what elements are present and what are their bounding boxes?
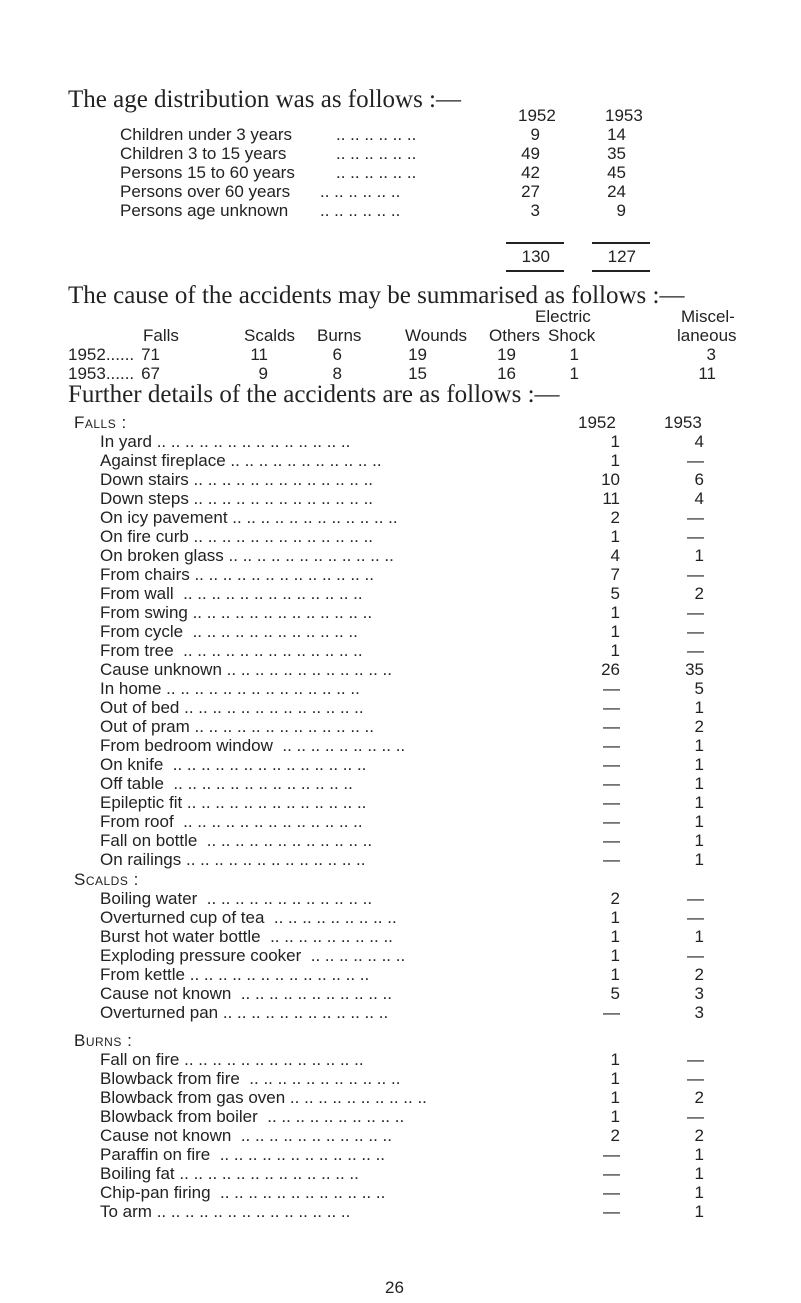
age-total-rule-1952 <box>506 270 564 272</box>
falls-row-leader: .. .. .. .. .. .. .. .. .. .. .. .. .. <box>163 774 353 793</box>
details-col-1953: 1953 <box>664 413 702 432</box>
falls-heading: Falls : <box>74 413 127 432</box>
cause-head-burns: Burns <box>317 326 362 345</box>
falls-row-label-text: Against fireplace <box>100 451 226 470</box>
falls-row-1952: 1 <box>610 622 620 641</box>
falls-row-leader: .. .. .. .. .. .. .. .. .. .. .. .. .. <box>173 641 363 660</box>
falls-row-1952: — <box>603 831 620 850</box>
age-total-1952: 130 <box>521 247 550 266</box>
burns-row-leader: .. .. .. .. .. .. .. .. .. .. .. .. .. <box>174 1164 359 1183</box>
age-row-1952: 49 <box>521 144 540 163</box>
scalds-row-1953: — <box>687 889 704 908</box>
age-row-1952: 9 <box>530 125 540 144</box>
falls-row-leader: .. .. .. .. .. .. .. .. .. .. .. .. <box>227 508 398 527</box>
age-col-1953: 1953 <box>605 106 643 125</box>
falls-row-leader: .. .. .. .. .. .. .. .. .. .. .. .. .. <box>189 565 374 584</box>
scalds-row <box>100 927 704 946</box>
burns-row-1952: — <box>603 1145 620 1164</box>
burns-row <box>100 1183 704 1202</box>
cause-burns: 8 <box>332 364 342 383</box>
falls-row <box>100 812 704 831</box>
falls-row-label <box>100 698 364 717</box>
falls-row-label-text: On knife <box>100 755 164 774</box>
scalds-row-1952: 1 <box>610 946 620 965</box>
scalds-row-leader: .. .. .. .. .. .. .. .. .. .. .. .. <box>197 889 373 908</box>
scalds-row-label <box>100 946 405 965</box>
falls-row <box>100 508 704 527</box>
falls-row-label-text: From chairs <box>100 565 190 584</box>
age-row-1953: 45 <box>607 163 626 182</box>
cause-wounds: 15 <box>408 364 427 383</box>
burns-row-label <box>100 1164 359 1183</box>
scalds-row-label <box>100 889 372 908</box>
falls-row-label-text: Cause unknown <box>100 660 222 679</box>
scalds-row <box>100 889 704 908</box>
falls-row-label <box>100 850 365 869</box>
falls-row-label-text: From swing <box>100 603 188 622</box>
burns-row-leader: .. .. .. .. .. .. .. .. .. .. .. .. <box>210 1145 386 1164</box>
falls-row-leader: .. .. .. .. .. .. .. .. .. .. .. .. <box>183 622 358 641</box>
scalds-row-label-text: Overturned pan <box>100 1003 219 1022</box>
falls-row-1953: — <box>687 527 704 546</box>
falls-row <box>100 698 704 717</box>
age-row-label: Children under 3 years <box>120 125 292 144</box>
falls-row-label-text: Epileptic fit <box>100 793 183 812</box>
age-row-leader: .. .. .. .. .. .. <box>336 163 417 182</box>
cause-year: 1953...... <box>68 364 135 383</box>
cause-head-electric-1: Electric <box>535 307 591 326</box>
scalds-row-label-text: Boiling water <box>100 889 198 908</box>
cause-head-scalds: Scalds <box>244 326 296 345</box>
falls-row-label-text: On icy pavement <box>100 508 228 527</box>
age-row-leader: .. .. .. .. .. .. <box>336 144 417 163</box>
falls-row-label <box>100 451 382 470</box>
burns-row-1953: 1 <box>694 1183 704 1202</box>
scalds-row-leader: .. .. .. .. .. .. .. .. .. <box>260 927 393 946</box>
falls-row-label-text: Fall on bottle <box>100 831 198 850</box>
falls-row-1952: — <box>603 793 620 812</box>
cause-misc: 11 <box>698 364 716 383</box>
falls-row <box>100 850 704 869</box>
cause-head-wounds: Wounds <box>405 326 468 345</box>
scalds-row-label <box>100 927 393 946</box>
falls-row-1952: — <box>603 736 620 755</box>
falls-row-1952: 1 <box>610 432 620 451</box>
burns-row-label-text: Blowback from boiler <box>100 1107 258 1126</box>
scalds-row <box>100 984 704 1003</box>
falls-row-label <box>100 470 373 489</box>
cause-others: 19 <box>497 345 516 364</box>
falls-row-label-text: Down steps <box>100 489 189 508</box>
scalds-row-leader: .. .. .. .. .. .. .. .. .. <box>264 908 397 927</box>
cause-falls: 71 <box>141 345 160 364</box>
scalds-row-1952: — <box>603 1003 620 1022</box>
falls-row-label-text: Off table <box>100 774 164 793</box>
burns-row-label-text: Boiling fat <box>100 1164 175 1183</box>
scalds-row-1952: 1 <box>610 908 620 927</box>
falls-row-1953: 1 <box>694 774 704 793</box>
cause-burns: 6 <box>332 345 342 364</box>
age-row-leader: .. .. .. .. .. .. <box>336 125 417 144</box>
falls-row-label <box>100 717 374 736</box>
cause-head-others: Others <box>489 326 541 345</box>
falls-row-1953: 1 <box>694 831 704 850</box>
cause-scalds: 11 <box>250 345 268 364</box>
age-row-1953: 9 <box>616 201 626 220</box>
falls-row-label-text: In home <box>100 679 162 698</box>
age-row-1953: 24 <box>607 182 626 201</box>
scalds-row-1953: 3 <box>694 1003 704 1022</box>
burns-row-leader: .. .. .. .. .. .. .. .. .. .. <box>285 1088 427 1107</box>
age-row-1952: 3 <box>530 201 540 220</box>
falls-row-1953: 1 <box>694 736 704 755</box>
scalds-row-leader: .. .. .. .. .. .. .. .. .. .. .. <box>231 984 392 1003</box>
details-intro: Further details of the accidents are as follows :— <box>68 381 560 408</box>
falls-row-1953: 6 <box>694 470 704 489</box>
falls-row <box>100 622 704 641</box>
burns-row-label <box>100 1107 404 1126</box>
burns-row-leader: .. .. .. .. .. .. .. .. .. .. .. .. .. <box>179 1050 364 1069</box>
burns-row-label-text: Fall on fire <box>100 1050 180 1069</box>
burns-row-leader: .. .. .. .. .. .. .. .. .. .. .. <box>231 1126 392 1145</box>
burns-row-1953: 2 <box>694 1088 704 1107</box>
scalds-row-label-text: Burst hot water bottle <box>100 927 261 946</box>
falls-row-leader: .. .. .. .. .. .. .. .. .. .. .. .. .. <box>181 850 366 869</box>
falls-row-label <box>100 584 363 603</box>
falls-row-leader: .. .. .. .. .. .. .. .. .. .. .. .. .. <box>173 584 363 603</box>
falls-row-label <box>100 565 374 584</box>
cause-head-misc-2: laneous <box>677 326 737 345</box>
burns-row-1952: 1 <box>610 1088 620 1107</box>
falls-row-leader: .. .. .. .. .. .. .. .. .. .. .. .. .. .. <box>161 679 360 698</box>
falls-row <box>100 660 704 679</box>
scalds-row-label-text: Overturned cup of tea <box>100 908 265 927</box>
burns-row-label <box>100 1069 400 1088</box>
falls-row-label <box>100 527 373 546</box>
falls-row <box>100 565 704 584</box>
scalds-row-label-text: From kettle <box>100 965 186 984</box>
falls-row-1953: 4 <box>694 489 704 508</box>
falls-row-label-text: From tree <box>100 641 174 660</box>
falls-row-label-text: Out of bed <box>100 698 180 717</box>
scalds-heading: Scalds : <box>74 870 139 889</box>
cause-misc: 3 <box>706 345 716 364</box>
falls-row-leader: .. .. .. .. .. .. .. .. .. .. .. .. .. <box>182 793 367 812</box>
page-number: 26 <box>385 1278 404 1297</box>
scalds-row-1953: 1 <box>694 927 704 946</box>
details-col-1952: 1952 <box>578 413 616 432</box>
falls-row-1953: 1 <box>694 812 704 831</box>
burns-row-label <box>100 1183 385 1202</box>
burns-heading: Burns : <box>74 1031 133 1050</box>
age-total-1953: 127 <box>607 247 636 266</box>
burns-row-label <box>100 1088 427 1107</box>
falls-row-label <box>100 641 363 660</box>
burns-row-1953: 1 <box>694 1202 704 1221</box>
falls-row-1953: 5 <box>694 679 704 698</box>
burns-row-label <box>100 1050 364 1069</box>
falls-row <box>100 717 704 736</box>
falls-row-1952: — <box>603 850 620 869</box>
falls-row-1953: — <box>687 622 704 641</box>
falls-row-1953: — <box>687 603 704 622</box>
falls-row-1952: 26 <box>601 660 620 679</box>
falls-row-label <box>100 660 392 679</box>
burns-row-leader: .. .. .. .. .. .. .. .. .. .. .. .. .. .. <box>151 1202 351 1221</box>
falls-row-1952: 4 <box>610 546 620 565</box>
falls-row-1952: — <box>603 812 620 831</box>
scalds-row-leader: .. .. .. .. .. .. .. .. .. .. .. .. <box>218 1003 389 1022</box>
falls-row-label <box>100 812 363 831</box>
falls-row-leader: .. .. .. .. .. .. .. .. .. .. .. .. <box>221 660 392 679</box>
falls-row-label <box>100 793 366 812</box>
burns-row-label-text: Paraffin on fire <box>100 1145 211 1164</box>
falls-row <box>100 831 704 850</box>
burns-row-1953: 2 <box>694 1126 704 1145</box>
burns-row-1952: 1 <box>610 1050 620 1069</box>
burns-row <box>100 1050 704 1069</box>
burns-row-1952: — <box>603 1164 620 1183</box>
scalds-row-1952: 1 <box>610 965 620 984</box>
burns-row <box>100 1069 704 1088</box>
age-row-1953: 14 <box>607 125 626 144</box>
falls-row-leader: .. .. .. .. .. .. .. .. .. .. .. .. .. <box>188 489 374 508</box>
age-row-leader: .. .. .. .. .. .. <box>320 182 401 201</box>
falls-row-label-text: On broken glass <box>100 546 224 565</box>
scalds-row <box>100 1003 704 1022</box>
cause-wounds: 19 <box>408 345 427 364</box>
falls-row <box>100 489 704 508</box>
cause-falls: 67 <box>141 364 160 383</box>
burns-row-1953: — <box>687 1107 704 1126</box>
falls-row-1952: 1 <box>610 451 620 470</box>
age-sum-rule-1952 <box>506 242 564 244</box>
falls-row-label <box>100 508 398 527</box>
cause-electric: 1 <box>569 345 579 364</box>
falls-row-leader: .. .. .. .. .. .. .. .. .. <box>272 736 406 755</box>
falls-row-label <box>100 755 366 774</box>
falls-row-1952: 10 <box>601 470 620 489</box>
scalds-row-leader: .. .. .. .. .. .. .. <box>301 946 406 965</box>
scalds-row <box>100 965 704 984</box>
falls-row-leader: .. .. .. .. .. .. .. .. .. .. .. .. .. .. <box>163 755 367 774</box>
burns-row-leader: .. .. .. .. .. .. .. .. .. .. .. .. <box>210 1183 386 1202</box>
scalds-row-label <box>100 965 369 984</box>
age-row-label: Persons over 60 years <box>120 182 291 201</box>
cause-others: 16 <box>497 364 516 383</box>
scalds-row-leader: .. .. .. .. .. .. .. .. .. .. .. .. .. <box>185 965 370 984</box>
age-total-rule-1953 <box>592 270 650 272</box>
burns-row <box>100 1164 704 1183</box>
falls-row-leader: .. .. .. .. .. .. .. .. .. .. .. .. .. <box>187 603 373 622</box>
age-intro: The age distribution was as follows :— <box>68 86 461 113</box>
falls-row-1952: — <box>603 755 620 774</box>
falls-row-1952: — <box>603 679 620 698</box>
falls-row-leader: .. .. .. .. .. .. .. .. .. .. .. .. .. <box>173 812 363 831</box>
age-row-1953: 35 <box>607 144 626 163</box>
falls-row <box>100 679 704 698</box>
falls-row-1952: 2 <box>610 508 620 527</box>
falls-row-1953: — <box>687 451 704 470</box>
scalds-row-label-text: Exploding pressure cooker <box>100 946 302 965</box>
falls-row-1952: — <box>603 717 620 736</box>
age-row-label: Persons 15 to 60 years <box>120 163 295 182</box>
age-col-1952: 1952 <box>518 106 556 125</box>
burns-row-label <box>100 1202 350 1221</box>
scalds-row-label <box>100 908 397 927</box>
falls-row <box>100 546 704 565</box>
scalds-row-label-text: Cause not known <box>100 984 232 1003</box>
falls-row-1953: 2 <box>694 584 704 603</box>
falls-row-label <box>100 432 350 451</box>
falls-row-1953: 35 <box>685 660 704 679</box>
cause-electric: 1 <box>569 364 579 383</box>
burns-row-label <box>100 1145 385 1164</box>
falls-row-label-text: Out of pram <box>100 717 190 736</box>
falls-row-1953: 4 <box>694 432 704 451</box>
falls-row <box>100 584 704 603</box>
burns-row-leader: .. .. .. .. .. .. .. .. .. .. <box>257 1107 405 1126</box>
burns-row <box>100 1126 704 1145</box>
falls-row-label-text: On railings <box>100 850 182 869</box>
scalds-row-label <box>100 1003 388 1022</box>
falls-row-1952: 1 <box>610 527 620 546</box>
cause-intro: The cause of the accidents may be summarised as follows :— <box>68 282 685 309</box>
falls-row-label <box>100 736 405 755</box>
cause-head-electric-2: Shock <box>548 326 596 345</box>
burns-row-label <box>100 1126 392 1145</box>
falls-row-1952: 1 <box>610 641 620 660</box>
age-row-label: Children 3 to 15 years <box>120 144 287 163</box>
falls-row-label <box>100 774 353 793</box>
falls-row-1952: 7 <box>610 565 620 584</box>
falls-row <box>100 603 704 622</box>
falls-row-1952: 11 <box>602 489 620 508</box>
falls-row-leader: .. .. .. .. .. .. .. .. .. .. .. .. <box>197 831 373 850</box>
burns-row-1952: 2 <box>610 1126 620 1145</box>
burns-row-leader: .. .. .. .. .. .. .. .. .. .. .. <box>239 1069 401 1088</box>
falls-row <box>100 793 704 812</box>
falls-row-label-text: Down stairs <box>100 470 189 489</box>
age-row-1952: 27 <box>521 182 540 201</box>
falls-row-label-text: From wall <box>100 584 174 603</box>
burns-row-1952: — <box>603 1183 620 1202</box>
falls-row-label <box>100 831 372 850</box>
falls-row <box>100 774 704 793</box>
falls-row-leader: .. .. .. .. .. .. .. .. .. .. .. .. <box>223 546 394 565</box>
scalds-row-1953: 3 <box>694 984 704 1003</box>
falls-row-1953: 1 <box>694 698 704 717</box>
falls-row-label <box>100 603 372 622</box>
burns-row <box>100 1202 704 1221</box>
age-row-1952: 42 <box>521 163 540 182</box>
scalds-row <box>100 908 704 927</box>
falls-row-1953: 1 <box>694 793 704 812</box>
falls-row-label <box>100 679 360 698</box>
falls-row-1953: — <box>687 565 704 584</box>
falls-row-1953: — <box>687 641 704 660</box>
falls-row-label <box>100 546 394 565</box>
scalds-row-1952: 5 <box>610 984 620 1003</box>
falls-row-1953: 2 <box>694 717 704 736</box>
burns-row-label-text: Cause not known <box>100 1126 232 1145</box>
falls-row-1953: 1 <box>694 755 704 774</box>
falls-row-leader: .. .. .. .. .. .. .. .. .. .. .. .. .. <box>188 470 374 489</box>
falls-row-1952: 5 <box>610 584 620 603</box>
burns-row-label-text: To arm <box>100 1202 152 1221</box>
burns-row-1953: — <box>687 1050 704 1069</box>
falls-row-label-text: On fire curb <box>100 527 189 546</box>
cause-year: 1952...... <box>68 345 135 364</box>
age-sum-rule-1953 <box>592 242 650 244</box>
scalds-row-1953: 2 <box>694 965 704 984</box>
scalds-row-1953: — <box>687 908 704 927</box>
burns-row-1952: 1 <box>610 1069 620 1088</box>
falls-row <box>100 641 704 660</box>
falls-row-leader: .. .. .. .. .. .. .. .. .. .. .. .. .. <box>188 527 374 546</box>
falls-row <box>100 527 704 546</box>
age-row-label: Persons age unknown <box>120 201 289 220</box>
cause-scalds: 9 <box>258 364 268 383</box>
falls-row-leader: .. .. .. .. .. .. .. .. .. .. .. .. .. .. <box>151 432 351 451</box>
cause-head-falls: Falls <box>143 326 179 345</box>
burns-row <box>100 1088 704 1107</box>
falls-row-label-text: From bedroom window <box>100 736 273 755</box>
scalds-row <box>100 946 704 965</box>
falls-row-1952: 1 <box>610 603 620 622</box>
burns-row-1952: — <box>603 1202 620 1221</box>
falls-row-label <box>100 622 358 641</box>
falls-row <box>100 451 704 470</box>
scalds-row-label <box>100 984 392 1003</box>
scalds-row-1952: 2 <box>610 889 620 908</box>
scalds-row-1952: 1 <box>610 927 620 946</box>
falls-row-1953: 1 <box>694 850 704 869</box>
falls-row-label-text: From cycle <box>100 622 184 641</box>
burns-row-1952: 1 <box>610 1107 620 1126</box>
falls-row-label-text: From roof <box>100 812 174 831</box>
falls-row <box>100 432 704 451</box>
falls-row-1952: — <box>603 698 620 717</box>
burns-row-1953: 1 <box>694 1164 704 1183</box>
falls-row <box>100 755 704 774</box>
age-row-leader: .. .. .. .. .. .. <box>320 201 401 220</box>
falls-row <box>100 736 704 755</box>
falls-row-1952: — <box>603 774 620 793</box>
falls-row <box>100 470 704 489</box>
falls-row-1953: — <box>687 508 704 527</box>
burns-row-label-text: Blowback from gas oven <box>100 1088 286 1107</box>
falls-row-label <box>100 489 373 508</box>
falls-row-leader: .. .. .. .. .. .. .. .. .. .. .. .. .. <box>189 717 374 736</box>
burns-row-label-text: Blowback from fire <box>100 1069 240 1088</box>
falls-row-label-text: In yard <box>100 432 152 451</box>
burns-row <box>100 1145 704 1164</box>
burns-row-label-text: Chip-pan firing <box>100 1183 211 1202</box>
scalds-row-1953: — <box>687 946 704 965</box>
falls-row-1953: 1 <box>694 546 704 565</box>
falls-row-leader: .. .. .. .. .. .. .. .. .. .. .. .. .. <box>179 698 364 717</box>
burns-row <box>100 1107 704 1126</box>
burns-row-1953: 1 <box>694 1145 704 1164</box>
cause-head-misc-1: Miscel- <box>681 307 735 326</box>
burns-row-1953: — <box>687 1069 704 1088</box>
falls-row-leader: .. .. .. .. .. .. .. .. .. .. .. <box>225 451 382 470</box>
